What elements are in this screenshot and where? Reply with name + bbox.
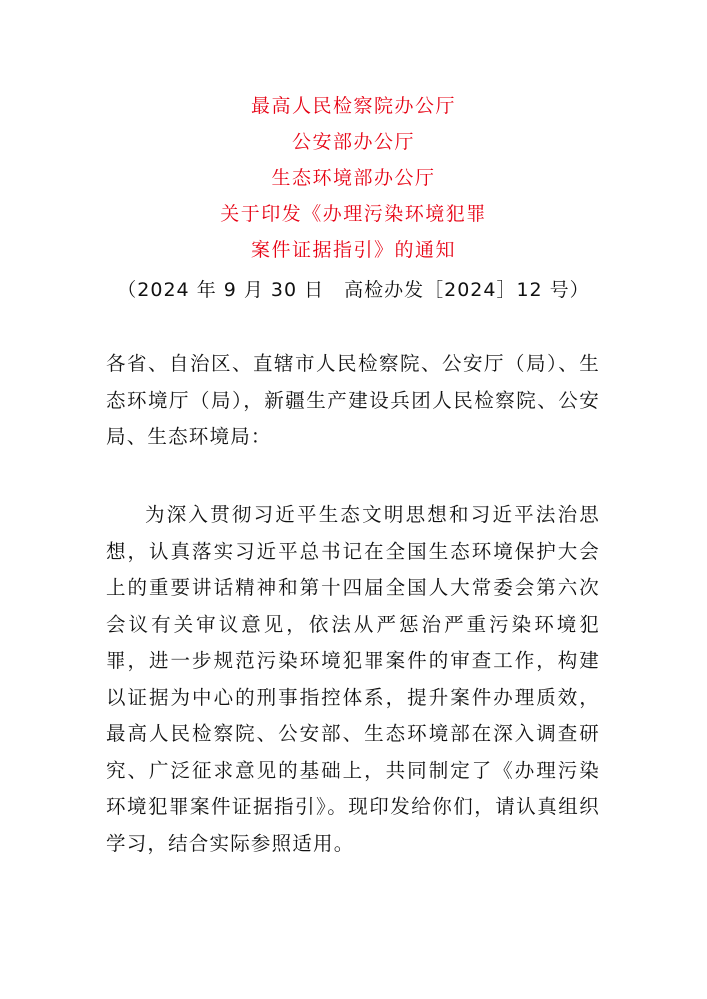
title-line-1: 关于印发《办理污染环境犯罪 [220, 203, 487, 225]
body-paragraph: 为深入贯彻习近平生态文明思想和习近平法治思想，认真落实习近平总书记在全国生态环境保护大会上的重要讲话精神和第十四届全国人大常委会第六次会议有关审议意见，依法从严惩治严重污染环境犯罪，进一步规范污染环境犯罪案件的审查工作，构建以证据为中心的刑事指控体系，提升案件办理质效，最高人民检察院、公安部、生态环境部在深入调查研究、广泛征求意见的基础上，共同制定了《办理污染环境犯罪案件证据指引》。现印发给你们，请认真组织学习，结合实际参照适用。 [106, 503, 600, 855]
document-header [0, 88, 707, 268]
issuer-line-3: 生态环境部办公厅 [271, 167, 436, 189]
title-line-2: 案件证据指引》的通知 [250, 239, 456, 261]
document-number: （2024 年 9 月 30 日 高检办发［2024］12 号） [117, 279, 590, 301]
issuer-line-2: 公安部办公厅 [291, 131, 415, 153]
issuer-line-1: 最高人民检察院办公厅 [250, 95, 456, 117]
recipients: 各省、自治区、直辖市人民检察院、公安厅（局）、生态环境厅（局），新疆生产建设兵团人民检察院、公安局、生态环境局： [106, 352, 600, 448]
